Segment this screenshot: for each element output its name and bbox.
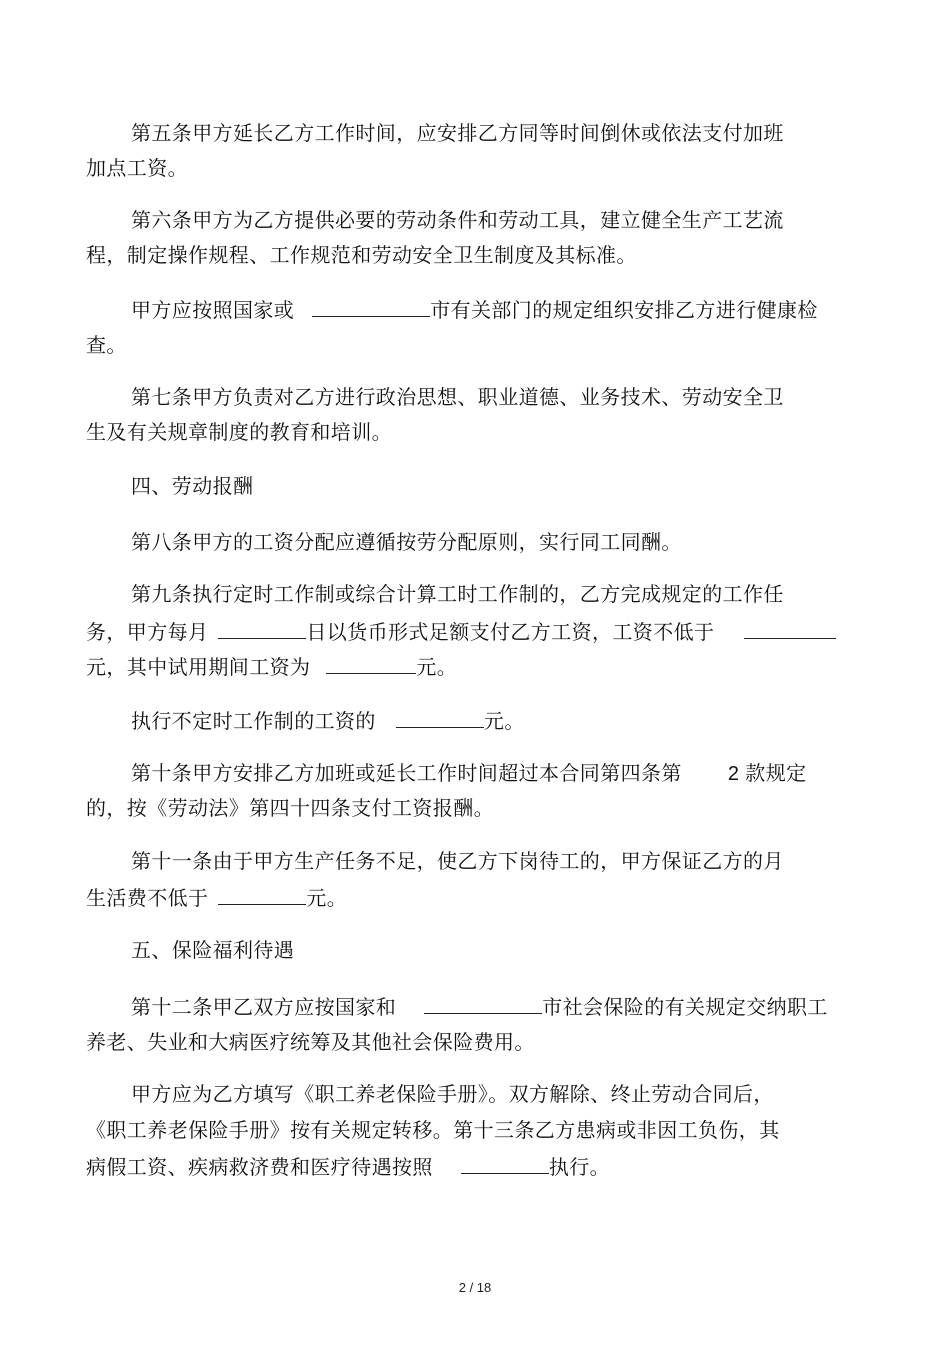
health-check-line-1 [131, 296, 818, 323]
health-check-line-2: 查。 [86, 333, 127, 357]
article-9-text-c: 元，其中试用期间工资为 [86, 655, 311, 679]
article-6-line-2: 程，制定操作规程、工作规范和劳动安全卫生制度及其标准。 [86, 243, 637, 267]
article-11-text-a: 生活费不低于 [86, 886, 209, 910]
blank-city-2[interactable] [424, 993, 542, 1014]
section-4-heading: 四、劳动报酬 [131, 474, 254, 498]
blank-sick-leave-policy[interactable] [461, 1153, 549, 1174]
health-check-text-a: 甲方应按照国家或 [131, 298, 295, 322]
article-9-text-a: 务，甲方每月 [86, 620, 209, 644]
pension-line-3 [86, 1153, 610, 1180]
article-7-line-1: 第七条甲方负责对乙方进行政治思想、职业道德、业务技术、劳动安全卫 [131, 385, 784, 409]
article-10-text-a: 第十条甲方安排乙方加班或延长工作时间超过本合同第四条第 [131, 761, 682, 785]
health-check-text-b: 市有关部门的规定组织安排乙方进行健康检 [430, 298, 818, 322]
article-9-line-1: 第九条执行定时工作制或综合计算工时工作制的，乙方完成规定的工作任 [131, 582, 784, 606]
article-12-text-b: 市社会保险的有关规定交纳职工 [542, 995, 828, 1019]
article-10-text-b: 2 款规定 [727, 763, 807, 785]
article-12-line-1 [131, 993, 828, 1020]
flexible-wage-text-a: 执行不定时工作制的工资的 [131, 709, 376, 733]
pension-text-a: 病假工资、疾病救济费和医疗待遇按照 [86, 1155, 433, 1179]
blank-living-allowance[interactable] [218, 884, 306, 905]
page-number: 2 / 18 [458, 1280, 492, 1295]
article-9-text-d: 元。 [416, 655, 458, 679]
pension-line-2: 《职工养老保险手册》按有关规定转移。第十三条乙方患病或非因工负伤，其 [86, 1118, 780, 1142]
blank-pay-day[interactable] [218, 618, 306, 639]
article-8: 第八条甲方的工资分配应遵循按劳分配原则，实行同工同酬。 [131, 530, 682, 554]
article-12-line-2: 养老、失业和大病医疗统筹及其他社会保险费用。 [86, 1030, 535, 1054]
article-11-line-1: 第十一条由于甲方生产任务不足，使乙方下岗待工的，甲方保证乙方的月 [131, 849, 784, 873]
section-5-heading: 五、保险福利待遇 [131, 938, 295, 962]
blank-probation-wage[interactable] [326, 653, 416, 674]
article-11-line-2 [86, 884, 347, 911]
article-10-line-2: 的，按《劳动法》第四十四条支付工资报酬。 [86, 796, 494, 820]
pension-text-b: 执行。 [548, 1155, 611, 1179]
article-9-line-3 [86, 653, 457, 680]
article-6-line-1: 第六条甲方为乙方提供必要的劳动条件和劳动工具，建立健全生产工艺流 [131, 208, 784, 232]
article-5-line-1: 第五条甲方延长乙方工作时间，应安排乙方同等时间倒休或依法支付加班 [131, 121, 784, 145]
blank-flexible-wage[interactable] [396, 707, 484, 728]
article-10-line-1 [131, 760, 807, 787]
pension-line-1: 甲方应为乙方填写《职工养老保险手册》。双方解除、终止劳动合同后， [131, 1082, 774, 1106]
article-11-text-b: 元。 [306, 886, 348, 910]
flexible-wage-text-b: 元。 [483, 709, 525, 733]
article-12-text-a: 第十二条甲乙双方应按国家和 [131, 995, 397, 1019]
flexible-wage-line [131, 707, 525, 734]
blank-min-wage[interactable] [744, 618, 836, 639]
blank-city-1[interactable] [312, 296, 430, 317]
article-9-line-2 [86, 618, 836, 645]
article-9-text-b: 日以货币形式足额支付乙方工资，工资不低于 [306, 620, 715, 644]
article-5-line-2: 加点工资。 [86, 156, 188, 180]
article-7-line-2: 生及有关规章制度的教育和培训。 [86, 420, 392, 444]
